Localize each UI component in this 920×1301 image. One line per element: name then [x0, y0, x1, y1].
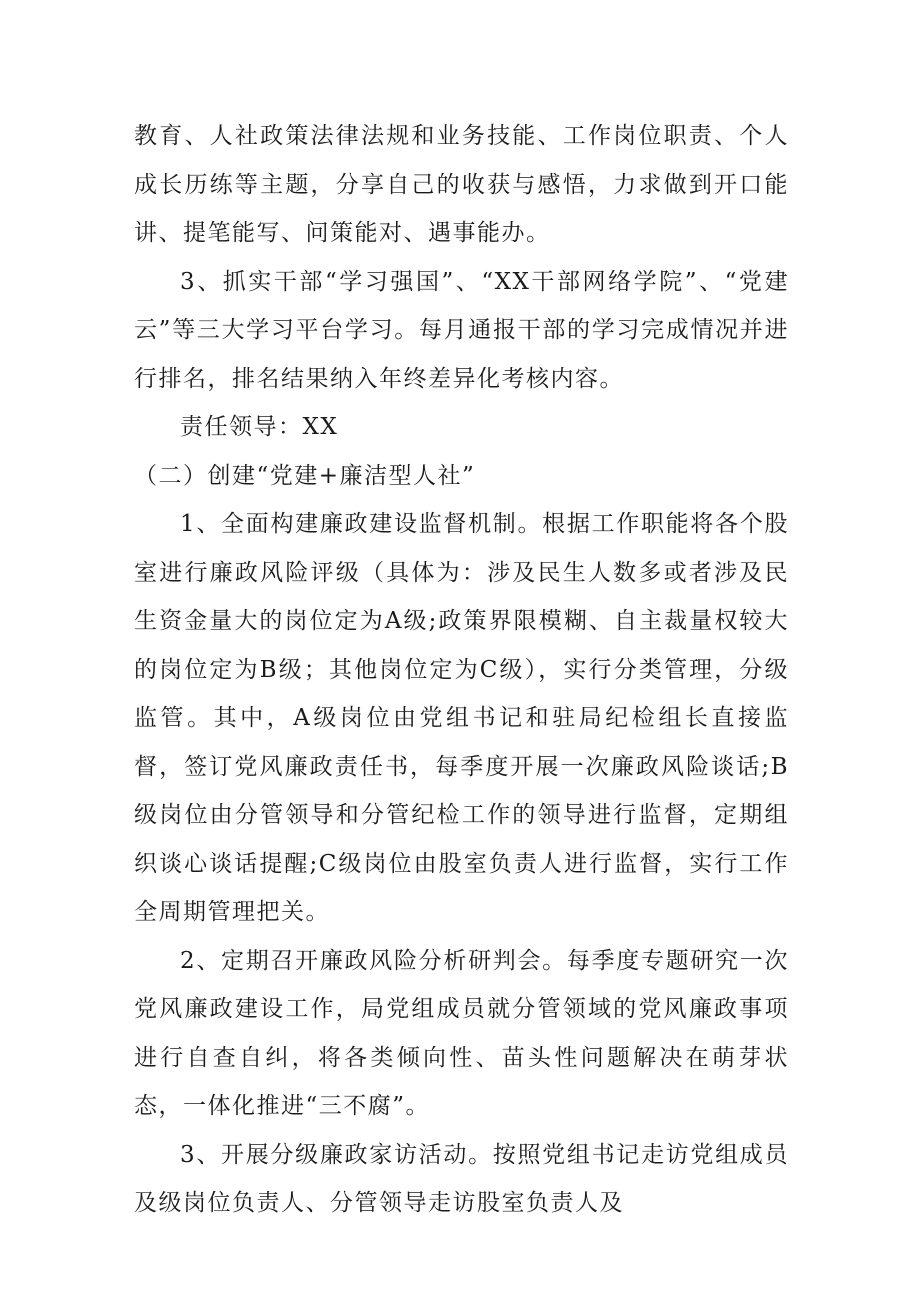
responsible-leader: 责任领导：XX [180, 414, 339, 440]
document-body [134, 112, 789, 1228]
paragraph-continuation: 教育、人社政策法律法规和业务技能、工作岗位职责、个人成长历练等主题，分享自己的收获与感悟，力求做到开口能讲、提笔能写、问策能对、遇事能办。 [134, 123, 789, 246]
paragraph-learning-platforms: 3、抓实干部“学习强国”、“XX干部网络学院”、“党建云”等三大学习平台学习。每月通报干部的学习完成情况并进行排名，排名结果纳入年终差异化考核内容。 [134, 268, 789, 392]
paragraph-risk-analysis: 2、定期召开廉政风险分析研判会。每季度专题研究一次党风廉政建设工作，局党组成员就分管领域的党风廉政事项进行自查自纠，将各类倾向性、苗头性问题解决在萌芽状态，一体化推进“三不腐”。 [134, 947, 789, 1119]
paragraph-supervision-mechanism: 1、全面构建廉政建设监督机制。根据工作职能将各个股室进行廉政风险评级（具体为：涉及民生人数多或者涉及民生资金量大的岗位定为A级;政策界限模糊、自主裁量权较大的岗位定为B级；其他岗位定为C级），实行分类管理，分级监管。其中，A级岗位由党组书记和驻局纪检组长直接监督，签订党风廉政责任书，每季度开展一次廉政风险谈话;B级岗位由分管领导和分管纪检工作的领导进行监督，定期组织谈心谈话提醒;C级岗位由股室负责人进行监督，实行工作全周期管理把关。 [134, 511, 789, 925]
section-heading: （二）创建“党建+廉洁型人社” [134, 462, 476, 489]
paragraph-home-visits: 3、开展分级廉政家访活动。按照党组书记走访党组成员及级岗位负责人、分管领导走访股室负责人及 [134, 1141, 789, 1216]
